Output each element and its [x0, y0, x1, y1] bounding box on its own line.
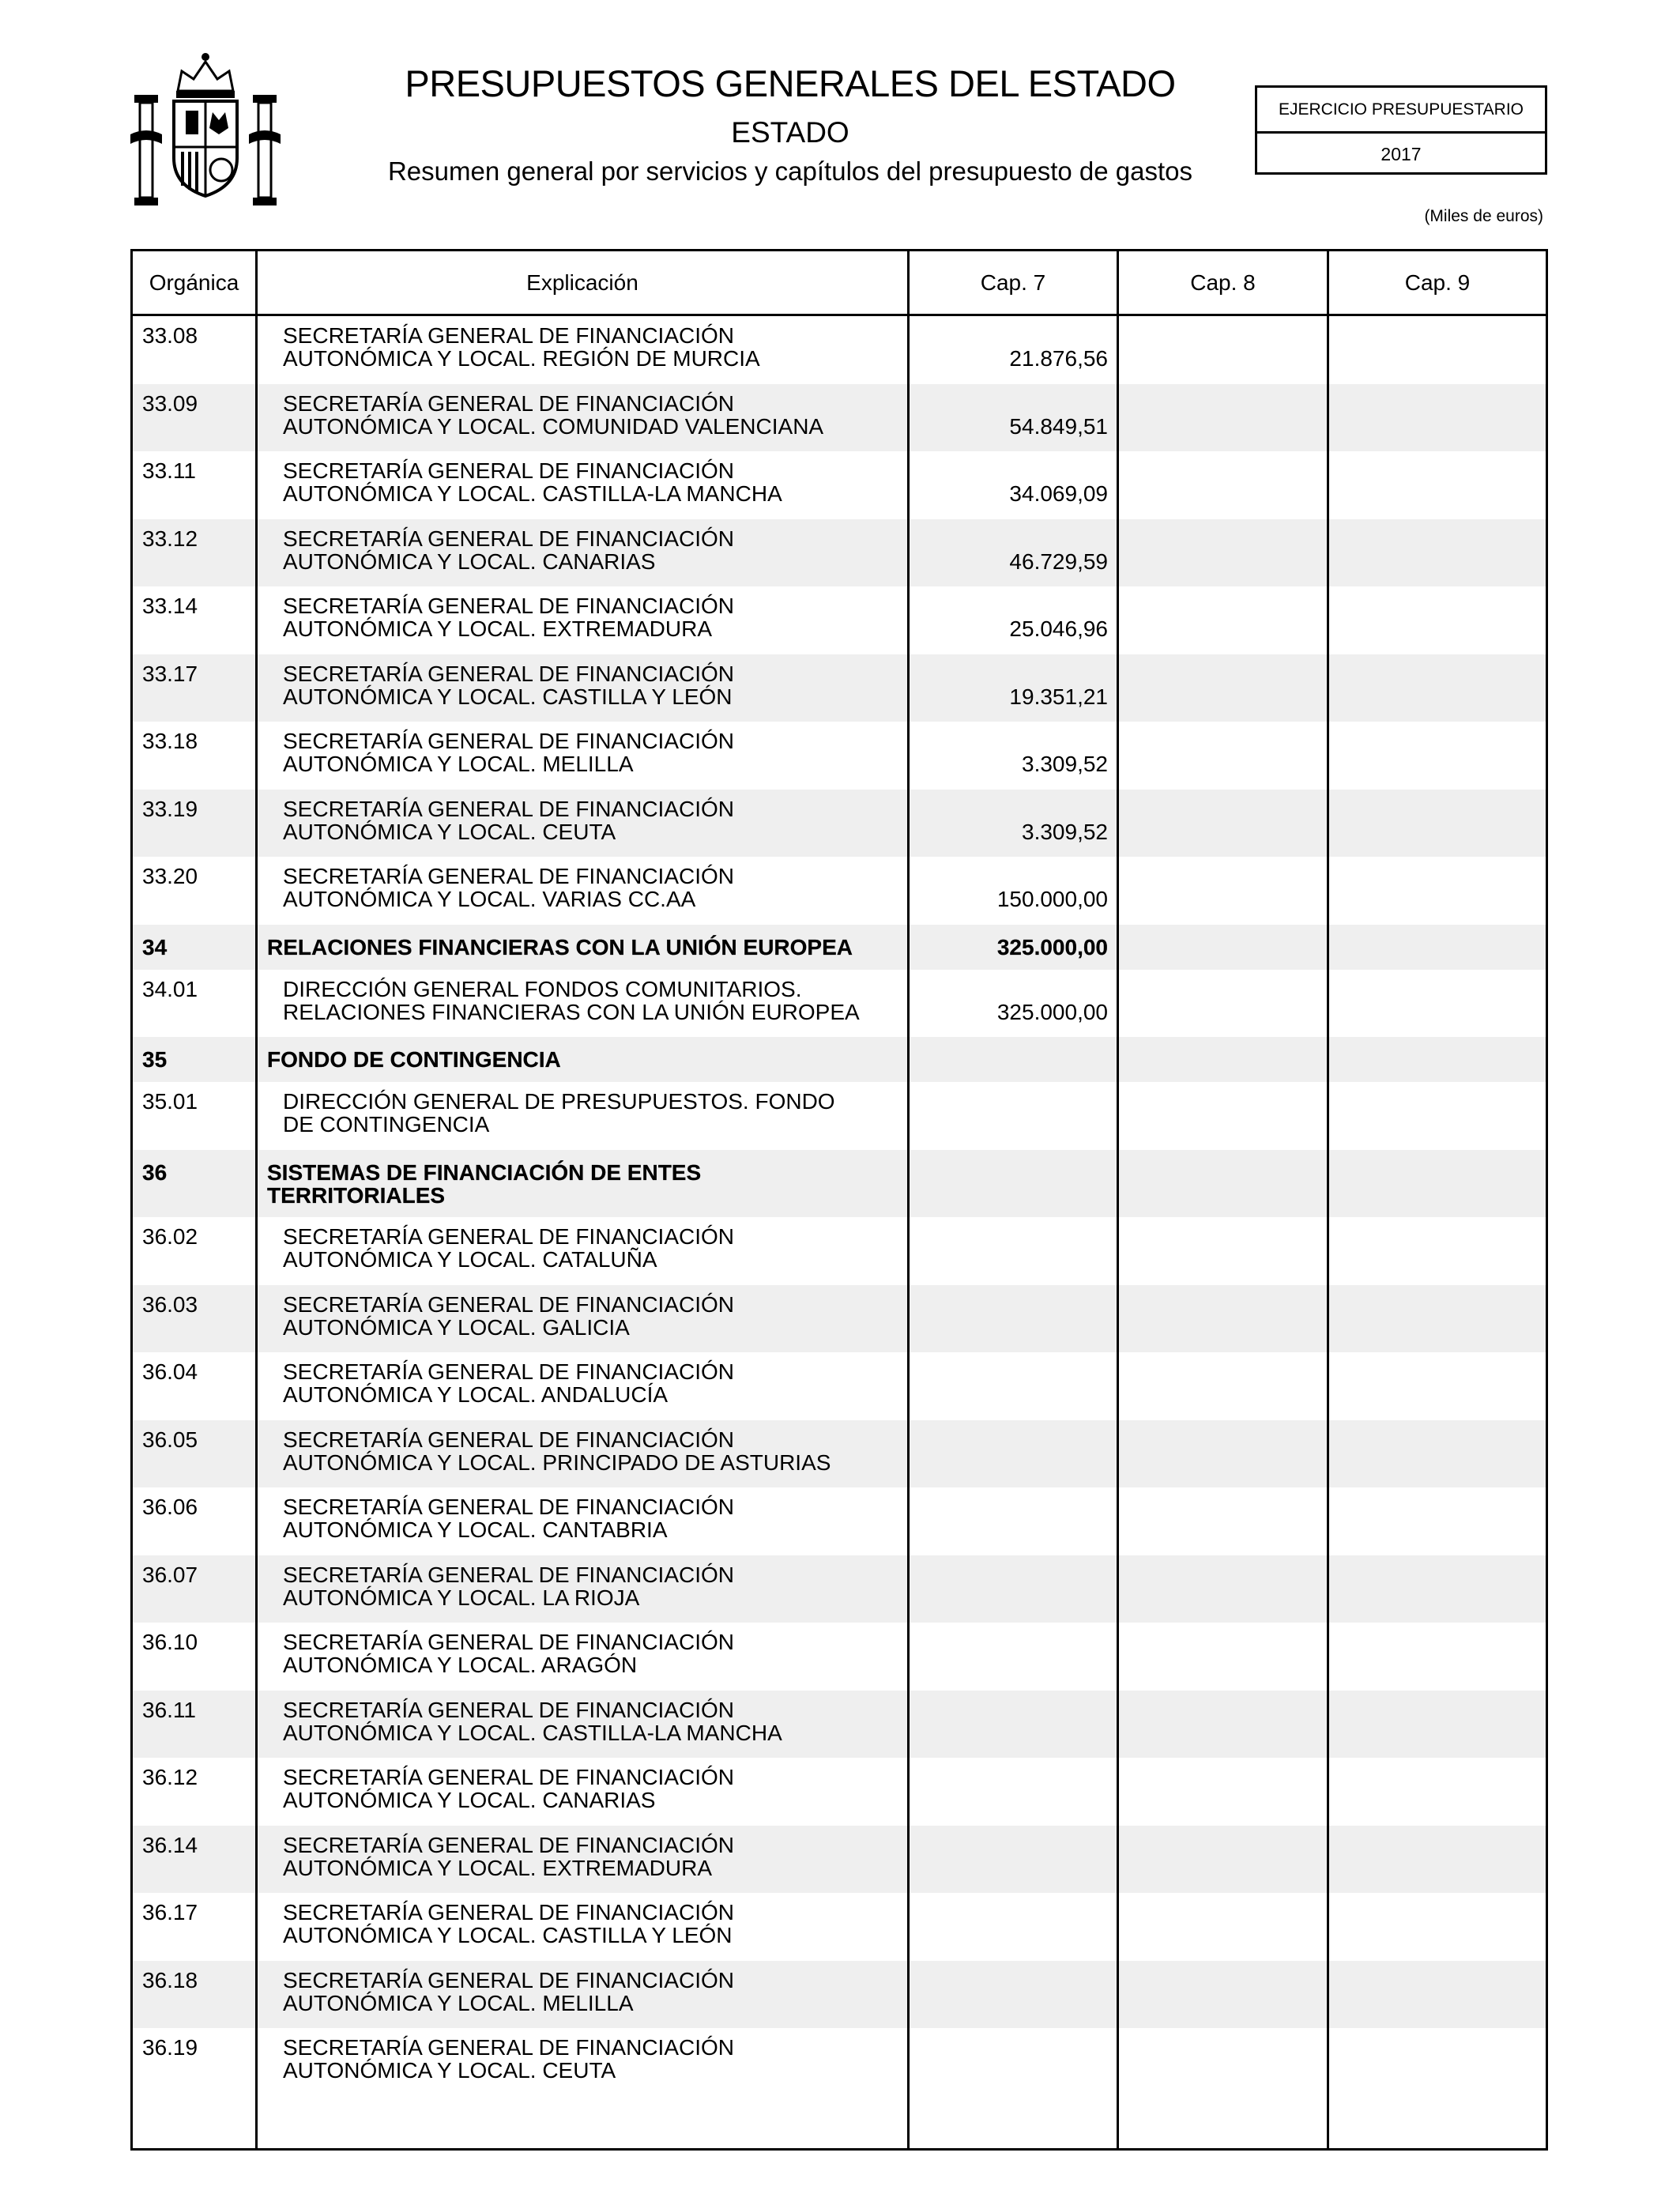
explicacion-cell: SECRETARÍA GENERAL DE FINANCIACIÓN AUTONÓMICA Y LOCAL. GALICIA	[283, 1291, 734, 1340]
cap7-cell: 150.000,00	[996, 887, 1108, 911]
ejercicio-label: EJERCICIO PRESUPUESTARIO	[1257, 88, 1545, 134]
explicacion-cell: DIRECCIÓN GENERAL DE PRESUPUESTOS. FONDO DE CONTINGENCIA	[283, 1089, 835, 1137]
ejercicio-year: 2017	[1381, 143, 1422, 164]
explicacion-cell: SECRETARÍA GENERAL DE FINANCIACIÓN AUTONÓMICA Y LOCAL. CASTILLA Y LEÓN	[283, 1900, 734, 1947]
explicacion-cell: SECRETARÍA GENERAL DE FINANCIACIÓN AUTONÓMICA Y LOCAL. MELILLA	[283, 729, 734, 776]
table-row	[133, 316, 1546, 384]
table-row	[133, 1082, 1546, 1150]
section-row	[133, 1150, 1546, 1218]
table-row	[133, 1420, 1546, 1488]
organica-cell: 33.14	[142, 594, 198, 618]
organica-cell: 34.01	[142, 976, 198, 1001]
organica-cell: 36.02	[142, 1224, 198, 1249]
table-row	[133, 1826, 1546, 1894]
explicacion-cell: FONDO DE CONTINGENCIA	[267, 1047, 561, 1072]
organica-cell: 33.17	[142, 661, 198, 686]
cap7-cell: 325.000,00	[996, 934, 1108, 959]
explicacion-cell: SECRETARÍA GENERAL DE FINANCIACIÓN AUTONÓMICA Y LOCAL. PRINCIPADO DE ASTURIAS	[283, 1427, 831, 1475]
explicacion-cell: SECRETARÍA GENERAL DE FINANCIACIÓN AUTONÓMICA Y LOCAL. EXTREMADURA	[283, 594, 734, 641]
organica-cell: 34	[142, 934, 168, 959]
column-divider	[255, 251, 258, 2148]
column-divider	[1327, 251, 1329, 2148]
table-row	[133, 654, 1546, 722]
explicacion-cell: SECRETARÍA GENERAL DE FINANCIACIÓN AUTONÓMICA Y LOCAL. MELILLA	[283, 1967, 734, 2015]
table-row	[133, 1487, 1546, 1555]
table-row	[133, 519, 1546, 587]
organica-cell: 36.03	[142, 1291, 198, 1317]
explicacion-cell: SECRETARÍA GENERAL DE FINANCIACIÓN AUTONÓMICA Y LOCAL. CATALUÑA	[283, 1224, 734, 1272]
explicacion-cell: SECRETARÍA GENERAL DE FINANCIACIÓN AUTONÓMICA Y LOCAL. REGIÓN DE MURCIA	[283, 323, 760, 371]
table-row	[133, 1285, 1546, 1353]
explicacion-cell: SECRETARÍA GENERAL DE FINANCIACIÓN AUTONÓMICA Y LOCAL. EXTREMADURA	[283, 1832, 734, 1880]
organica-cell: 36.07	[142, 1562, 198, 1587]
explicacion-cell: SECRETARÍA GENERAL DE FINANCIACIÓN AUTONÓMICA Y LOCAL. VARIAS CC.AA	[283, 864, 734, 911]
organica-cell: 36	[142, 1159, 168, 1185]
explicacion-cell: SECRETARÍA GENERAL DE FINANCIACIÓN AUTONÓMICA Y LOCAL. CANTABRIA	[283, 1495, 734, 1542]
cap7-cell: 54.849,51	[1009, 413, 1108, 439]
organica-cell: 36.11	[142, 1697, 196, 1722]
cap7-cell: 21.876,56	[1009, 346, 1108, 371]
table-row	[133, 857, 1546, 925]
organica-cell: 36.12	[142, 1765, 198, 1789]
cap7-cell: 325.000,00	[996, 999, 1108, 1024]
organica-cell: 36.17	[142, 1900, 198, 1924]
organica-cell: 35	[142, 1047, 168, 1072]
cap7-cell: 25.046,96	[1009, 616, 1108, 641]
explicacion-cell: SECRETARÍA GENERAL DE FINANCIACIÓN AUTONÓMICA Y LOCAL. CASTILLA Y LEÓN	[283, 661, 734, 709]
explicacion-cell: SECRETARÍA GENERAL DE FINANCIACIÓN AUTONÓMICA Y LOCAL. ANDALUCÍA	[283, 1359, 734, 1407]
explicacion-cell: SECRETARÍA GENERAL DE FINANCIACIÓN AUTONÓMICA Y LOCAL. COMUNIDAD VALENCIANA	[283, 390, 824, 439]
explicacion-cell: SECRETARÍA GENERAL DE FINANCIACIÓN AUTONÓMICA Y LOCAL. CANARIAS	[283, 1765, 734, 1812]
page-description: Resumen general por servicios y capítulos del presupuesto de gastos	[387, 156, 1193, 186]
organica-cell: 33.19	[142, 796, 198, 821]
organica-cell: 33.20	[142, 864, 198, 888]
table-row	[133, 586, 1546, 654]
organica-cell: 33.08	[142, 323, 198, 348]
table-row	[133, 384, 1546, 452]
cap7-cell: 3.309,52	[1022, 752, 1108, 776]
table-header	[133, 251, 1546, 316]
table-row	[133, 790, 1546, 858]
coat-of-arms-logo	[130, 47, 281, 209]
table-row	[133, 722, 1546, 790]
organica-cell: 36.18	[142, 1967, 198, 1992]
table-row	[133, 1217, 1546, 1285]
section-row	[133, 1037, 1546, 1082]
column-header-cap9: Cap. 9	[1404, 270, 1471, 295]
cap7-cell: 34.069,09	[1009, 481, 1108, 506]
organica-cell: 33.18	[142, 729, 198, 753]
units-note: (Miles de euros)	[1424, 207, 1543, 225]
explicacion-cell: SECRETARÍA GENERAL DE FINANCIACIÓN AUTONÓMICA Y LOCAL. CANARIAS	[283, 526, 734, 574]
explicacion-cell: SECRETARÍA GENERAL DE FINANCIACIÓN AUTONÓMICA Y LOCAL. ARAGÓN	[283, 1630, 734, 1677]
column-header-cap7: Cap. 7	[980, 270, 1046, 295]
table-row	[133, 2028, 1546, 2096]
explicacion-cell: SISTEMAS DE FINANCIACIÓN DE ENTES TERRITORIALES	[267, 1159, 702, 1208]
organica-cell: 36.06	[142, 1495, 198, 1519]
table-row	[133, 1893, 1546, 1961]
explicacion-cell: SECRETARÍA GENERAL DE FINANCIACIÓN AUTONÓMICA Y LOCAL. CEUTA	[283, 796, 734, 844]
section-row	[133, 925, 1546, 970]
column-header-explicacion: Explicación	[526, 270, 638, 295]
organica-cell: 36.14	[142, 1832, 198, 1857]
explicacion-cell: SECRETARÍA GENERAL DE FINANCIACIÓN AUTONÓMICA Y LOCAL. CEUTA	[283, 2035, 734, 2083]
organica-cell: 36.10	[142, 1630, 198, 1654]
explicacion-cell: DIRECCIÓN GENERAL FONDOS COMUNITARIOS. RELACIONES FINANCIERAS CON LA UNIÓN EUROPEA	[283, 976, 860, 1024]
page-title: PRESUPUESTOS GENERALES DEL ESTADO	[405, 62, 1176, 104]
organica-cell: 36.04	[142, 1359, 198, 1384]
organica-cell: 33.11	[142, 458, 196, 483]
table-row	[133, 1691, 1546, 1759]
explicacion-cell: SECRETARÍA GENERAL DE FINANCIACIÓN AUTONÓMICA Y LOCAL. CASTILLA-LA MANCHA	[283, 458, 782, 506]
organica-cell: 33.09	[142, 390, 198, 416]
column-header-cap8: Cap. 8	[1190, 270, 1256, 295]
organica-cell: 36.19	[142, 2035, 198, 2060]
organica-cell: 33.12	[142, 526, 198, 551]
table-row	[133, 1555, 1546, 1623]
cap7-cell: 46.729,59	[1009, 548, 1108, 574]
table-row	[133, 1352, 1546, 1420]
table-row	[133, 1961, 1546, 2029]
cap7-cell: 3.309,52	[1022, 819, 1108, 844]
explicacion-cell: RELACIONES FINANCIERAS CON LA UNIÓN EUROPEA	[267, 934, 853, 959]
cap7-cell: 19.351,21	[1009, 684, 1108, 709]
table-row	[133, 1623, 1546, 1691]
column-header-organica: Orgánica	[149, 270, 239, 295]
organica-cell: 36.05	[142, 1427, 198, 1452]
ejercicio-box	[1255, 85, 1547, 175]
budget-table	[130, 249, 1548, 2151]
column-divider	[1117, 251, 1119, 2148]
explicacion-cell: SECRETARÍA GENERAL DE FINANCIACIÓN AUTONÓMICA Y LOCAL. LA RIOJA	[283, 1562, 734, 1610]
table-row	[133, 970, 1546, 1038]
page-subtitle: ESTADO	[731, 116, 849, 149]
organica-cell: 35.01	[142, 1089, 198, 1114]
table-row	[133, 451, 1546, 519]
column-divider	[907, 251, 910, 2148]
table-row	[133, 1758, 1546, 1826]
explicacion-cell: SECRETARÍA GENERAL DE FINANCIACIÓN AUTONÓMICA Y LOCAL. CASTILLA-LA MANCHA	[283, 1697, 782, 1745]
